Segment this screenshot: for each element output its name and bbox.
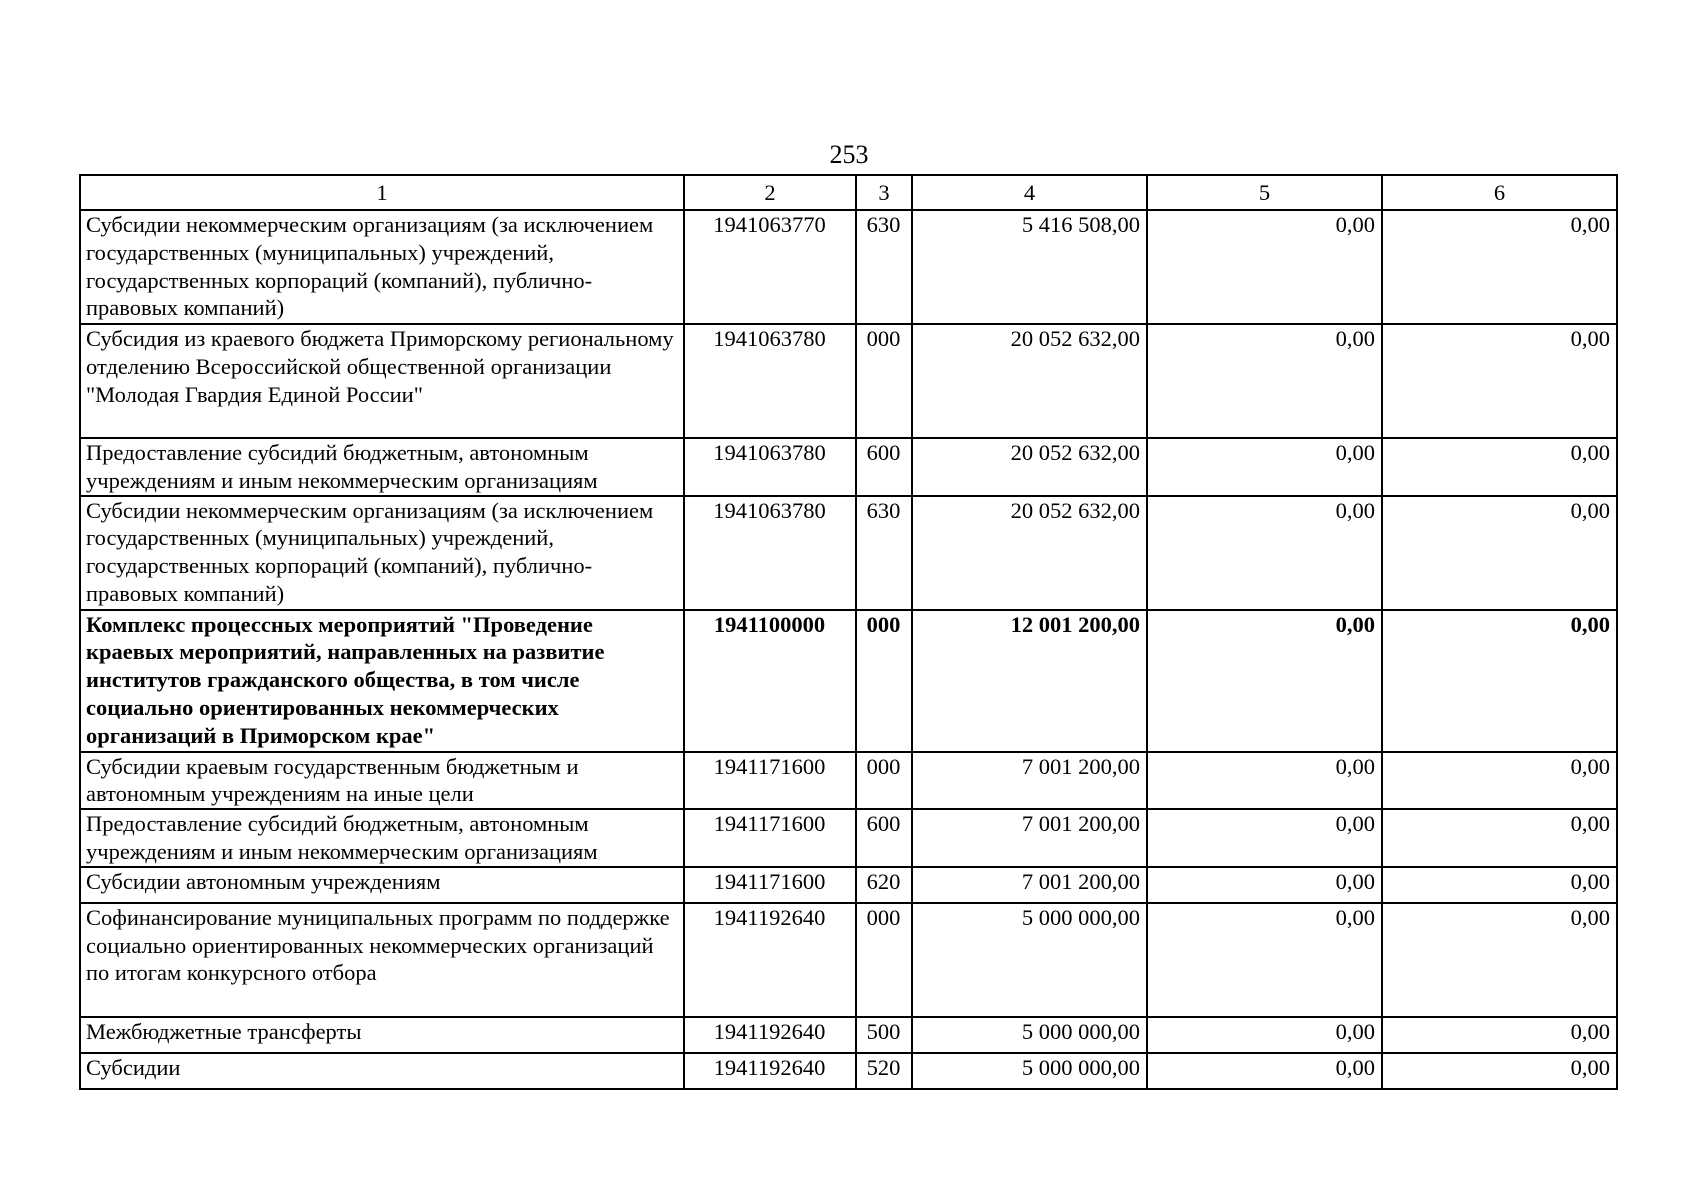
- row-value-5: 0,00: [1147, 867, 1382, 903]
- row-type: 620: [856, 867, 912, 903]
- budget-table: [79, 174, 1618, 1090]
- row-value-4: 20 052 632,00: [912, 496, 1147, 610]
- table-row: [80, 903, 1617, 1017]
- row-value-5: 0,00: [1147, 210, 1382, 324]
- row-code: 1941192640: [684, 903, 856, 1017]
- row-value-4: 20 052 632,00: [912, 324, 1147, 438]
- row-value-4: 5 000 000,00: [912, 903, 1147, 1017]
- row-value-6: 0,00: [1382, 1017, 1617, 1053]
- row-value-5: 0,00: [1147, 324, 1382, 438]
- row-type: 500: [856, 1017, 912, 1053]
- row-name: Субсидии некоммерческим организациям (за исключением государственных (муниципальных) учреждений, государственных корпораций (компаний), публично-правовых компаний): [80, 496, 684, 610]
- row-type: 600: [856, 438, 912, 496]
- row-value-4: 5 416 508,00: [912, 210, 1147, 324]
- table-row: [80, 1053, 1617, 1089]
- row-name: Предоставление субсидий бюджетным, автономным учреждениям и иным некоммерческим организациям: [80, 438, 684, 496]
- row-value-6: 0,00: [1382, 610, 1617, 752]
- row-name: Софинансирование муниципальных программ по поддержке социально ориентированных некоммерческих организаций по итогам конкурсного отбора: [80, 903, 684, 1017]
- header-col-5: 5: [1147, 175, 1382, 210]
- row-type: 630: [856, 496, 912, 610]
- row-value-4: 5 000 000,00: [912, 1053, 1147, 1089]
- header-col-3: 3: [856, 175, 912, 210]
- row-value-6: 0,00: [1382, 496, 1617, 610]
- table-row: [80, 1017, 1617, 1053]
- row-value-5: 0,00: [1147, 1053, 1382, 1089]
- row-value-5: 0,00: [1147, 809, 1382, 867]
- row-value-6: 0,00: [1382, 1053, 1617, 1089]
- table-row: [80, 496, 1617, 610]
- row-code: 1941171600: [684, 809, 856, 867]
- row-type: 000: [856, 752, 912, 810]
- row-name: Комплекс процессных мероприятий "Проведение краевых мероприятий, направленных на развитие институтов гражданского общества, в том числе социально ориентированных некоммерческих организаций в Приморском крае": [80, 610, 684, 752]
- row-value-5: 0,00: [1147, 1017, 1382, 1053]
- row-code: 1941063770: [684, 210, 856, 324]
- row-name: Межбюджетные трансферты: [80, 1017, 684, 1053]
- row-value-6: 0,00: [1382, 809, 1617, 867]
- page-number: 253: [829, 140, 869, 169]
- row-name: Предоставление субсидий бюджетным, автономным учреждениям и иным некоммерческим организациям: [80, 809, 684, 867]
- header-col-4: 4: [912, 175, 1147, 210]
- row-code: 1941192640: [684, 1017, 856, 1053]
- row-type: 600: [856, 809, 912, 867]
- row-value-5: 0,00: [1147, 438, 1382, 496]
- row-name: Субсидии краевым государственным бюджетным и автономным учреждениям на иные цели: [80, 752, 684, 810]
- header-row: [80, 175, 1617, 210]
- row-code: 1941171600: [684, 867, 856, 903]
- row-value-6: 0,00: [1382, 210, 1617, 324]
- row-code: 1941171600: [684, 752, 856, 810]
- row-code: 1941063780: [684, 496, 856, 610]
- row-value-4: 7 001 200,00: [912, 867, 1147, 903]
- row-value-5: 0,00: [1147, 496, 1382, 610]
- header-col-6: 6: [1382, 175, 1617, 210]
- row-type: 000: [856, 610, 912, 752]
- row-code: 1941063780: [684, 324, 856, 438]
- row-code: 1941192640: [684, 1053, 856, 1089]
- row-value-6: 0,00: [1382, 867, 1617, 903]
- row-value-6: 0,00: [1382, 438, 1617, 496]
- row-name: Субсидии: [80, 1053, 684, 1089]
- row-name: Субсидия из краевого бюджета Приморскому региональному отделению Всероссийской общественной организации "Молодая Гвардия Единой России": [80, 324, 684, 438]
- row-value-4: 12 001 200,00: [912, 610, 1147, 752]
- row-type: 630: [856, 210, 912, 324]
- table-row: [80, 867, 1617, 903]
- row-code: 1941063780: [684, 438, 856, 496]
- row-type: 000: [856, 324, 912, 438]
- table-row: [80, 438, 1617, 496]
- row-name: Субсидии некоммерческим организациям (за исключением государственных (муниципальных) учреждений, государственных корпораций (компаний), публично-правовых компаний): [80, 210, 684, 324]
- row-name: Субсидии автономным учреждениям: [80, 867, 684, 903]
- row-value-6: 0,00: [1382, 752, 1617, 810]
- row-value-5: 0,00: [1147, 903, 1382, 1017]
- row-value-4: 7 001 200,00: [912, 809, 1147, 867]
- row-value-5: 0,00: [1147, 610, 1382, 752]
- table-row: [80, 752, 1617, 810]
- table-row: [80, 809, 1617, 867]
- row-type: 000: [856, 903, 912, 1017]
- row-code: 1941100000: [684, 610, 856, 752]
- row-type: 520: [856, 1053, 912, 1089]
- row-value-6: 0,00: [1382, 324, 1617, 438]
- row-value-5: 0,00: [1147, 752, 1382, 810]
- table-row: [80, 210, 1617, 324]
- row-value-4: 7 001 200,00: [912, 752, 1147, 810]
- header-col-1: 1: [80, 175, 684, 210]
- row-value-4: 5 000 000,00: [912, 1017, 1147, 1053]
- table-row-section: [80, 610, 1617, 752]
- row-value-4: 20 052 632,00: [912, 438, 1147, 496]
- header-col-2: 2: [684, 175, 856, 210]
- table-row: [80, 324, 1617, 438]
- row-value-6: 0,00: [1382, 903, 1617, 1017]
